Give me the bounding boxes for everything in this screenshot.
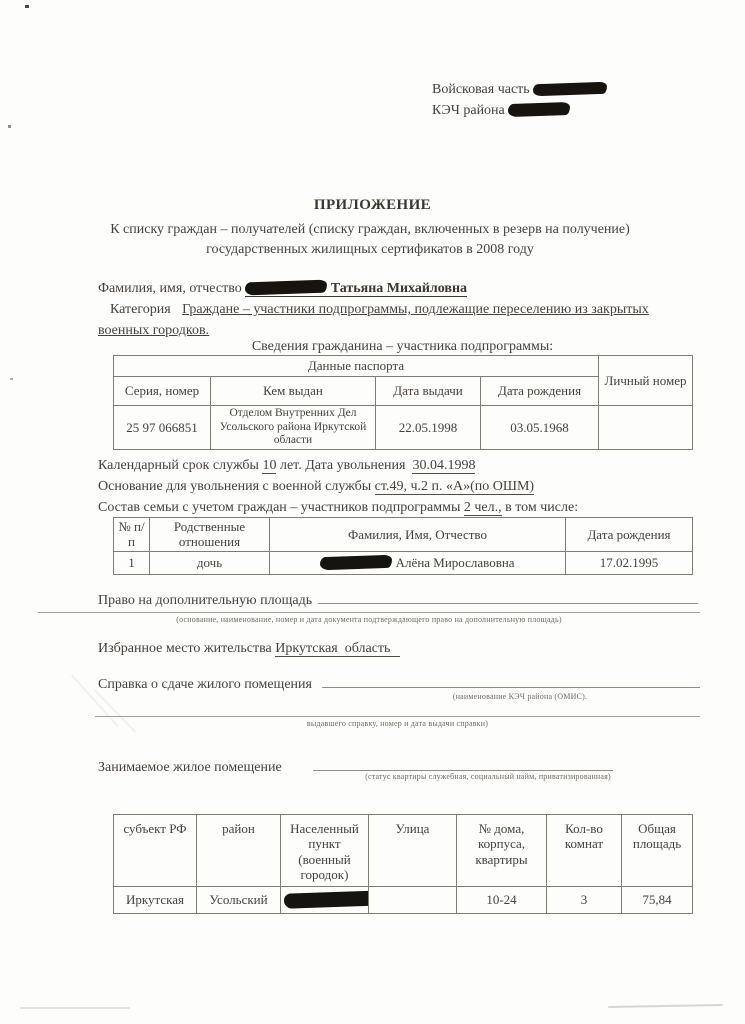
family-name-value: Алёна Мирославовна bbox=[395, 554, 515, 570]
family-count-suffix: в том числе: bbox=[505, 500, 579, 515]
fio-value: Татьяна Михайловна bbox=[330, 281, 468, 296]
address-table bbox=[113, 814, 693, 914]
house-cell: 10-24 bbox=[457, 887, 547, 914]
family-row bbox=[114, 551, 693, 574]
military-unit-block bbox=[432, 79, 607, 121]
blank-line bbox=[313, 755, 613, 771]
family-relation-cell: дочь bbox=[150, 551, 270, 574]
category-label: Категория bbox=[110, 302, 171, 317]
passport-group-header: Данные паспорта bbox=[114, 356, 599, 377]
fio-label: Фамилия, имя, отчество bbox=[98, 281, 242, 296]
dismissal-date-label: лет. Дата увольнения bbox=[279, 458, 406, 473]
residence-label: Избранное место жительства bbox=[98, 641, 272, 656]
scan-smudge bbox=[20, 1007, 130, 1009]
dismissal-reason-line bbox=[98, 476, 708, 497]
subject-cell: Иркутская bbox=[114, 887, 197, 914]
ruled-line bbox=[38, 612, 700, 613]
service-info-block bbox=[98, 455, 708, 518]
redaction-mark bbox=[284, 890, 369, 909]
col-header-street: Улица bbox=[369, 815, 457, 887]
col-header-subject: субъект РФ bbox=[114, 815, 197, 887]
rooms-cell: 3 bbox=[547, 887, 622, 914]
col-header-relation: Родственные отношения bbox=[150, 518, 270, 552]
district-cell: Усольский bbox=[197, 887, 281, 914]
col-header-district: район bbox=[197, 815, 281, 887]
redaction-mark bbox=[245, 280, 327, 296]
dismissal-date-value: 30.04.1998 bbox=[412, 458, 476, 473]
family-count-line bbox=[98, 497, 708, 518]
occupied-dwelling-label: Занимаемое жилое помещение bbox=[98, 760, 282, 775]
family-table bbox=[113, 517, 693, 575]
blank-line bbox=[322, 672, 700, 688]
col-header-rooms: Кол-во комнат bbox=[547, 815, 622, 887]
handover-certificate-label: Справка о сдаче жилого помещения bbox=[98, 677, 312, 692]
passport-row bbox=[114, 406, 693, 450]
family-count-label: Состав семьи с учетом граждан – участников подпрограммы bbox=[98, 500, 461, 515]
kech-district-label: КЭЧ района bbox=[432, 103, 505, 118]
additional-space-line bbox=[98, 588, 698, 611]
subtitle-line-1: К списку граждан – получателей (списку граждан, включенных в резерв на получение) bbox=[110, 222, 630, 237]
redaction-mark bbox=[533, 82, 607, 97]
category-line bbox=[98, 299, 663, 341]
family-birth-cell: 17.02.1995 bbox=[566, 551, 693, 574]
passport-section-title: Сведения гражданина – участника подпрограммы: bbox=[251, 339, 554, 354]
ruled-line bbox=[95, 716, 700, 717]
residence-value: Иркутская область bbox=[275, 641, 400, 657]
personal-number-cell bbox=[599, 406, 693, 450]
dismissal-reason-label: Основание для увольнения с военной службы bbox=[98, 479, 372, 494]
category-value: Граждане – участники подпрограммы, подлежащие переселению из закрытых военных городков. bbox=[98, 302, 649, 338]
redaction-mark bbox=[320, 555, 392, 571]
address-row bbox=[114, 887, 693, 914]
passport-table bbox=[113, 355, 693, 450]
street-cell bbox=[369, 887, 457, 914]
birth-date-cell: 03.05.1968 bbox=[481, 406, 599, 450]
fio-value-group bbox=[245, 281, 467, 297]
family-count-value: 2 чел., bbox=[463, 500, 502, 515]
issue-date-cell: 22.05.1998 bbox=[376, 406, 481, 450]
residence-line bbox=[98, 638, 708, 659]
scan-speck bbox=[10, 378, 13, 380]
scan-speck bbox=[25, 5, 29, 8]
issued-by-cell: Отделом Внутренних Дел Усольского района Иркутской области bbox=[211, 406, 376, 450]
additional-space-label: Право на дополнительную площадь bbox=[98, 593, 313, 608]
blank-line bbox=[318, 588, 698, 604]
subtitle-line-2: государственных жилищных сертификатов в 2008 году bbox=[206, 242, 534, 257]
family-name-cell bbox=[270, 551, 566, 574]
col-header-num: № п/п bbox=[114, 518, 150, 552]
family-num-cell: 1 bbox=[114, 551, 150, 574]
col-header-house: № дома, корпуса, квартиры bbox=[457, 815, 547, 887]
scan-smudge bbox=[608, 1004, 723, 1008]
service-term-value: 10 bbox=[262, 458, 277, 473]
col-header-settlement: Населенный пункт (военный городок) bbox=[281, 815, 369, 887]
col-header-issued-by: Кем выдан bbox=[211, 377, 376, 406]
kech-district-line bbox=[432, 100, 607, 121]
document-title: ПРИЛОЖЕНИЕ bbox=[313, 197, 432, 213]
military-unit-line bbox=[432, 79, 607, 100]
scan-speck bbox=[8, 125, 11, 128]
additional-space-caption: (основание, наименование, номер и дата документа подтверждающего право на дополнительную площадь) bbox=[176, 615, 562, 624]
fio-line bbox=[98, 278, 708, 299]
occupied-dwelling-caption: (статус квартиры служебная, социальный найм, приватизированная) bbox=[365, 772, 611, 781]
col-header-area: Общая площадь bbox=[622, 815, 693, 887]
handover-certificate-caption-top: (наименование КЭЧ района (ОМИС). bbox=[452, 692, 588, 701]
dismissal-reason-value: ст.49, ч.2 п. «А»(по ОШМ) bbox=[374, 479, 535, 494]
col-header-issue-date: Дата выдачи bbox=[376, 377, 481, 406]
area-cell: 75,84 bbox=[622, 887, 693, 914]
series-number-cell: 25 97 066851 bbox=[114, 406, 211, 450]
personal-number-header: Личный номер bbox=[599, 356, 693, 406]
document-subtitle bbox=[40, 220, 700, 260]
col-header-family-name: Фамилия, Имя, Отчество bbox=[270, 518, 566, 552]
col-header-series: Серия, номер bbox=[114, 377, 211, 406]
service-term-line bbox=[98, 455, 708, 476]
col-header-family-birth: Дата рождения bbox=[566, 518, 693, 552]
handover-certificate-caption-bottom: выдавшего справку, номер и дата выдачи справки) bbox=[306, 719, 489, 728]
military-unit-label: Войсковая часть bbox=[432, 82, 530, 97]
col-header-birth-date: Дата рождения bbox=[481, 377, 599, 406]
settlement-cell bbox=[281, 887, 369, 914]
service-term-label: Календарный срок службы bbox=[98, 458, 259, 473]
redaction-mark bbox=[508, 102, 570, 117]
